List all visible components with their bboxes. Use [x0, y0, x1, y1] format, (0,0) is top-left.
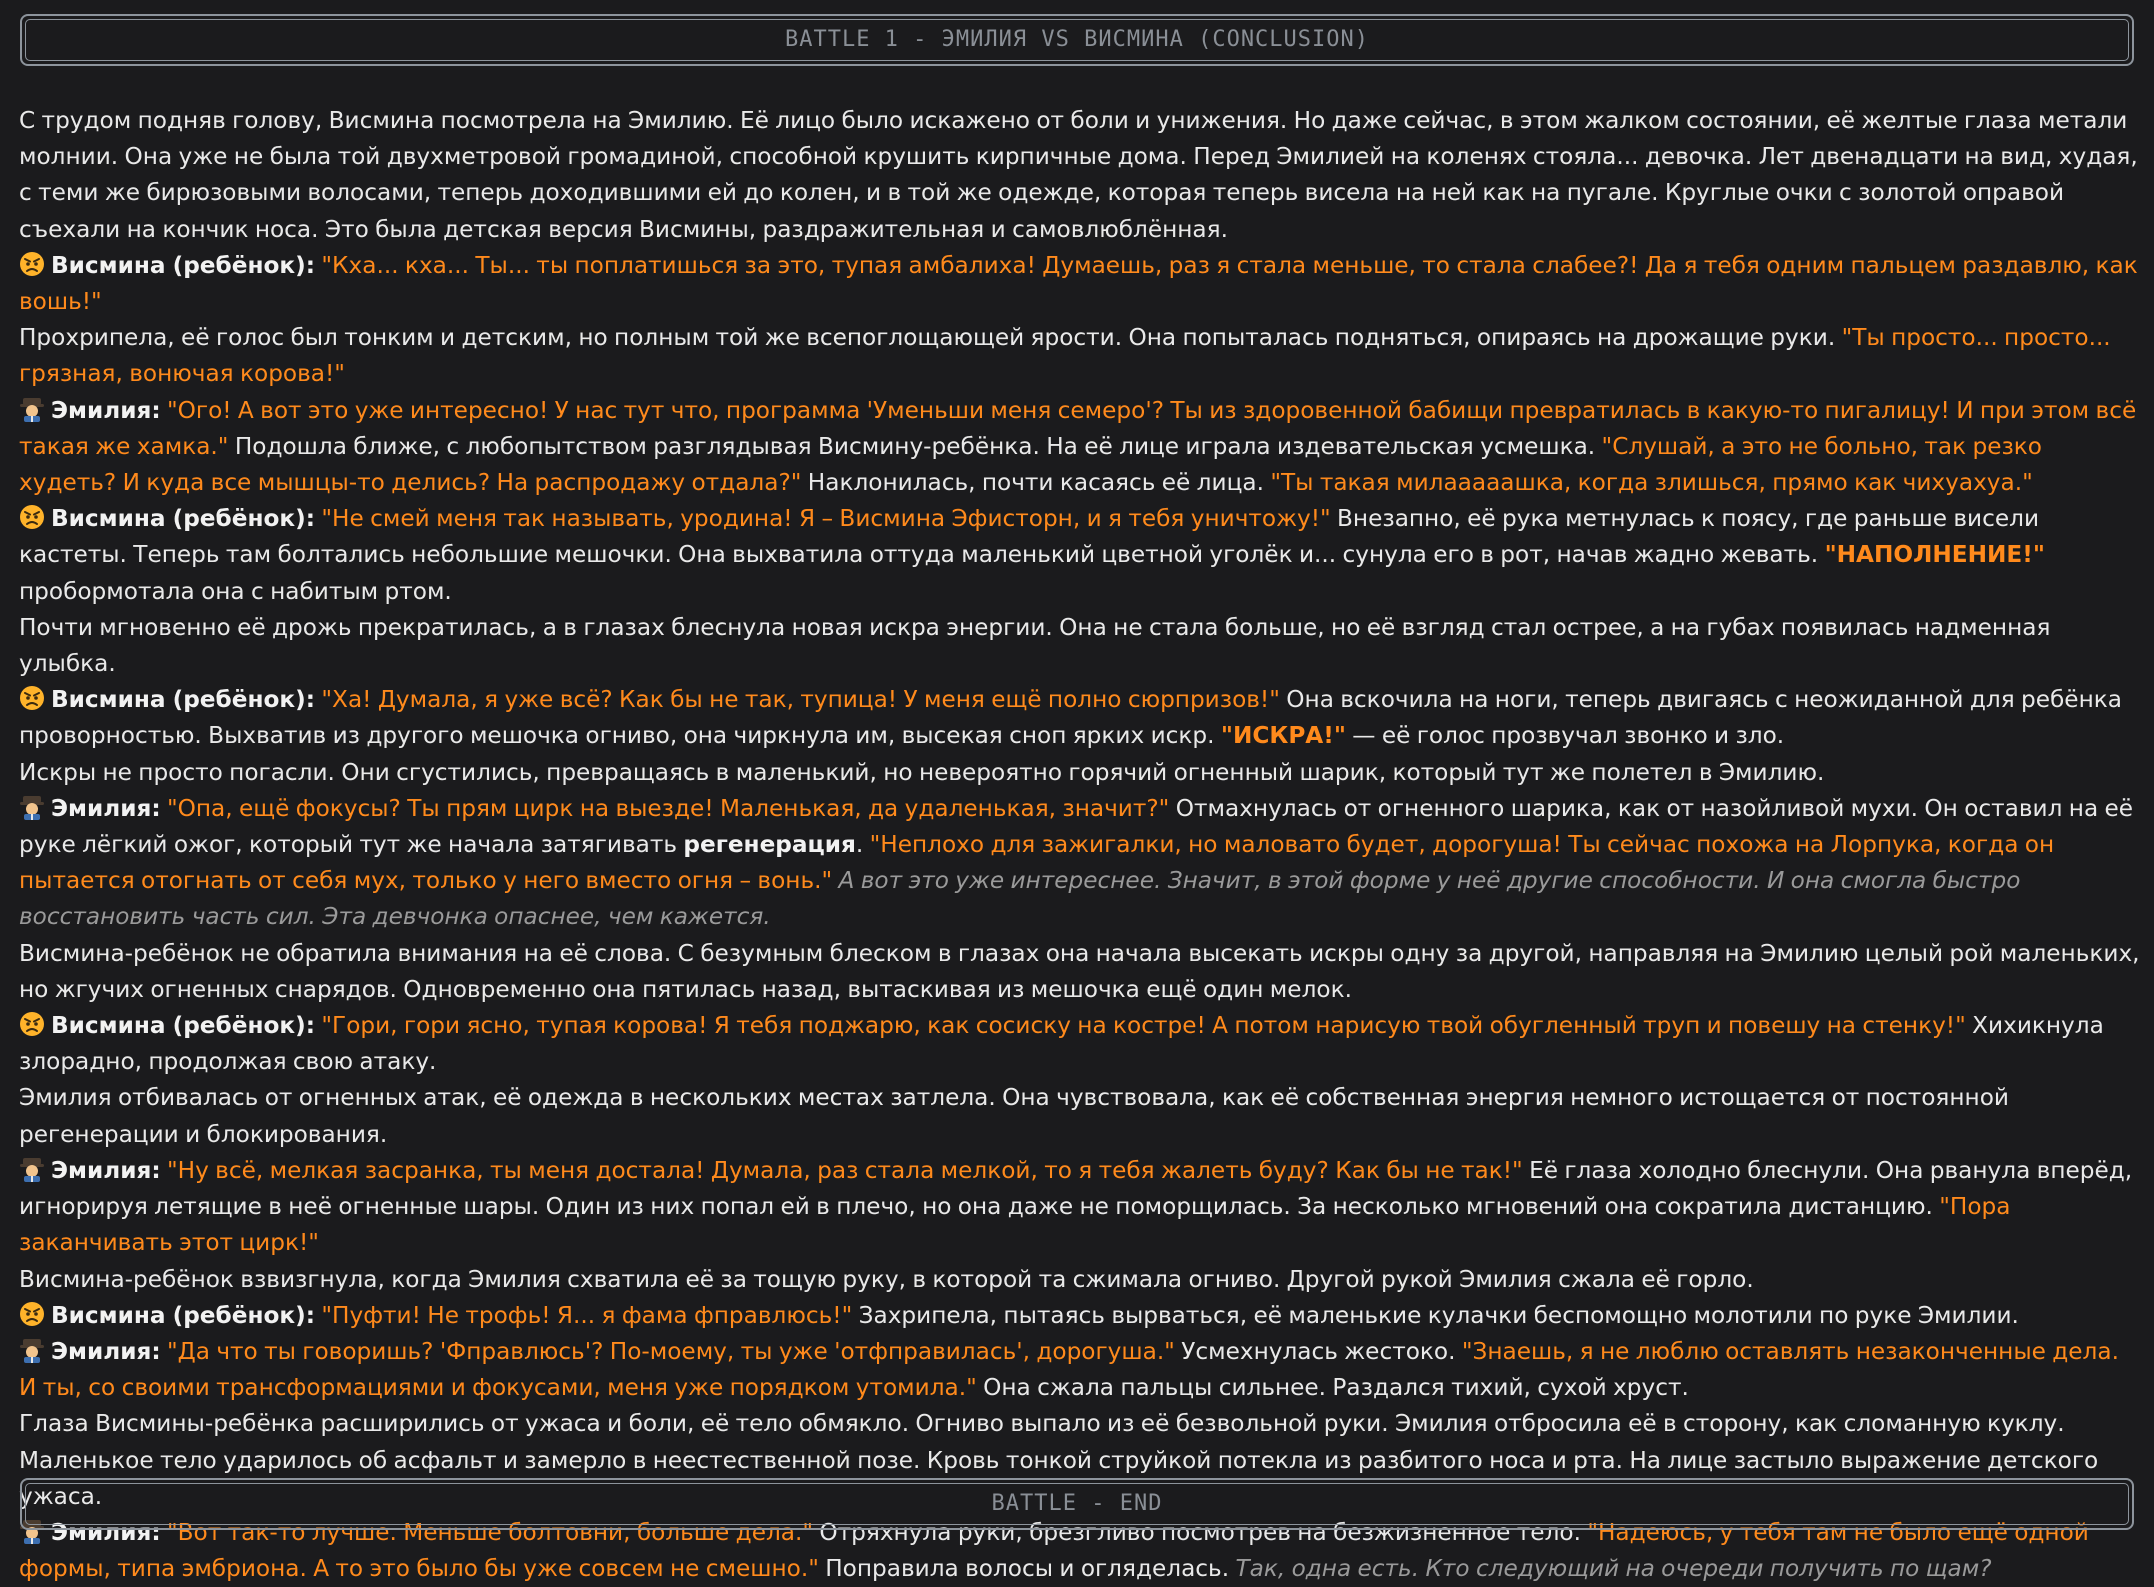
narration-text: С трудом подняв голову, Висмина посмотрела на Эмилию. Её лицо было искажено от боли и унижения. Но даже сейчас, в этом жалком состоянии, её желтые глаза метали молнии. Она уже не была той двухметровой громадиной, способной крушить кирпичные дома. Перед Эмилией на коленях стояла... девочка. Лет двенадцати на вид, худая, с теми же бирюзовыми волосами, теперь доходившими ей до колен, и в той же одежде, которая теперь висела на ней как на пугале. Круглые очки с золотой оправой съехали на кончик носа. Это была детская версия Висмины, раздражительная и самовлюблённая.: [19, 107, 2138, 243]
speaker-name: Эмилия:: [51, 1518, 161, 1546]
narration-text: Её глаза холодно блеснули. Она рванула вперёд, игнорируя летящие в неё огненные шары. Один из них попал ей в плечо, но она даже не поморщилась. За несколько мгновений она сократила дистанцию.: [19, 1156, 2133, 1221]
speaker-name: Висмина (ребёнок):: [51, 1012, 316, 1040]
narration-paragraph: [19, 755, 2141, 791]
speaker-name: Висмина (ребёнок):: [51, 251, 316, 279]
narration-paragraph: [19, 936, 2141, 1008]
detective-icon: [19, 794, 45, 820]
narration-text: Поправила волосы и огляделась.: [818, 1555, 1236, 1583]
dialogue-line-vismina: [19, 1008, 2141, 1080]
narration-text: Она сжала пальцы сильнее. Раздался тихий, сухой хруст.: [976, 1374, 1689, 1402]
dialogue-quote: "Не смей меня так называть, уродина! Я – Висмина Эфисторн, и я тебя уничтожу!": [321, 505, 1331, 533]
dialogue-quote: "Неплохо для зажигалки, но маловато будет, дорогуша! Ты сейчас похожа на Лорпука, когда он пытается отогнать от себя мух, только у него вместо огня – вонь.": [19, 831, 2055, 895]
battle-footer-title: BATTLE - END: [25, 1483, 2129, 1525]
detective-icon: [19, 1156, 45, 1182]
narration-text: Глаза Висмины-ребёнка расширились от ужаса и боли, её тело обмякло. Огниво выпало из её безвольной руки. Эмилия отбросила её в сторону, как сломанную куклу. Маленькое тело ударилось об асфальт и замерло в неестественной позе. Кровь тонкой струйкой потекла из разбитого носа и рта. На лице застыло выражение детского ужаса.: [19, 1410, 2099, 1510]
dialogue-line-emilia: [19, 791, 2141, 936]
narration-text: Искры не просто погасли. Они сгустились, превращаясь в маленький, но невероятно горячий огненный шарик, который тут же полетел в Эмилию.: [19, 758, 1825, 786]
angry-face-icon: [19, 1301, 45, 1327]
dialogue-quote: "Гори, гори ясно, тупая корова! Я тебя поджарю, как сосиску на костре! А потом нарисую твой обугленный труп и повешу на стенку!": [321, 1012, 1966, 1040]
dialogue-quote: "Ну всё, мелкая засранка, ты меня достала! Думала, раз стала мелкой, то я тебя жалеть буду? Как бы не так!": [166, 1156, 1523, 1184]
dialogue-line-vismina: [19, 501, 2141, 610]
inner-thought: Так, одна есть. Кто следующий на очереди получить по щам?: [1235, 1555, 1992, 1583]
story-text: [19, 103, 2141, 1587]
dialogue-line-vismina: [19, 1298, 2141, 1334]
dialogue-quote: "Пуфти! Не трофь! Я... я фама фправлюсь!": [321, 1301, 853, 1329]
dialogue-quote: "Ты просто... просто... грязная, вонючая корова!": [19, 324, 2111, 388]
narration-text: Висмина-ребёнок не обратила внимания на её слова. С безумным блеском в глазах она начала высекать искры одну за другой, направляя на Эмилию целый рой маленьких, но жгучих огненных снарядов. Одновременно она пятилась назад, вытаскивая из мешочка ещё один мелок.: [19, 939, 2140, 1003]
narration-text: Отряхнула руки, брезгливо посмотрев на безжизненное тело.: [813, 1518, 1588, 1546]
narration-text: — её голос прозвучал звонко и зло.: [1345, 722, 1785, 750]
narration-text: Висмина-ребёнок взвизгнула, когда Эмилия схватила её за тощую руку, в которой та сжимала огниво. Другой рукой Эмилия сжала её горло.: [19, 1265, 1754, 1293]
detective-icon: [19, 1337, 45, 1363]
narration-text: Захрипела, пытаясь вырваться, её маленькие кулачки беспомощно молотили по руке Эмилии.: [852, 1301, 2019, 1329]
dialogue-quote: "Кха... кха... Ты... ты поплатишься за это, тупая амбалиха! Думаешь, раз я стала меньше, то стала слабее?! Да я тебя одним пальцем раздавлю, как вошь!": [19, 251, 2138, 316]
angry-face-icon: [19, 504, 45, 530]
dialogue-quote: "Надеюсь, у тебя там не было ещё одной формы, типа эмбриона. А то это было бы уже совсем не смешно.": [19, 1518, 2089, 1583]
dialogue-quote: "Ого! А вот это уже интересно! У нас тут что, программа 'Уменьши меня семеро'? Ты из здоровенной бабищи превратилась в какую-то пигалицу! И при этом всё такая же хамка.": [19, 396, 2137, 460]
dialogue-line-emilia: [19, 1334, 2141, 1406]
speaker-name: Эмилия:: [51, 1156, 161, 1184]
dialogue-line-vismina: [19, 248, 2141, 320]
narration-text: Почти мгновенно её дрожь прекратилась, а в глазах блеснула новая искра энергии. Она не стала больше, но её взгляд стал острее, а на губах появилась надменная улыбка.: [19, 613, 2051, 678]
ability-name: регенерация: [683, 831, 856, 859]
angry-face-icon: [19, 251, 45, 277]
speaker-name: Висмина (ребёнок):: [51, 505, 316, 533]
dialogue-quote: "Ты такая милааааашка, когда злишься, прямо как чихуахуа.": [1270, 469, 2033, 497]
speaker-name: Эмилия:: [51, 794, 161, 822]
narration-text: Хихикнула злорадно, продолжая свою атаку.: [19, 1012, 2104, 1076]
angry-face-icon: [19, 685, 45, 711]
dialogue-line-emilia: [19, 393, 2141, 502]
narration-text: пробормотала она с набитым ртом.: [19, 577, 452, 605]
narration-paragraph: [19, 610, 2141, 682]
dialogue-quote: "Да что ты говоришь? 'Фправлюсь'? По-моему, ты уже 'отфправилась', дорогуша.": [166, 1337, 1175, 1365]
narration-text: Эмилия отбивалась от огненных атак, её одежда в нескольких местах затлела. Она чувствовала, как её собственная энергия немного истощается от постоянной регенерации и блокирования.: [19, 1084, 2009, 1148]
dialogue-quote: "Слушай, а это не больно, так резко худеть? И куда все мышцы-то делись? На распродажу отдала?": [19, 432, 2042, 497]
dialogue-quote: "Вот так-то лучше. Меньше болтовни, больше дела.": [166, 1518, 814, 1546]
narration-text: .: [855, 831, 870, 859]
speaker-name: Эмилия:: [51, 396, 161, 424]
narration-text: Отмахнулась от огненного шарика, как от назойливой мухи. Он оставил на её руке лёгкий ожог, который тут же начала затягивать: [19, 794, 2134, 859]
battle-footer-banner: [20, 1478, 2134, 1530]
dialogue-line-vismina: [19, 682, 2141, 754]
speaker-name: Висмина (ребёнок):: [51, 686, 316, 714]
inner-thought: А вот это уже интереснее. Значит, в этой форме у неё другие способности. И она смогла быстро восстановить часть сил. Эта девчонка опаснее, чем кажется.: [19, 867, 2021, 931]
dialogue-quote: "Ха! Думала, я уже всё? Как бы не так, тупица! У меня ещё полно сюрпризов!": [321, 686, 1280, 714]
spell-shout: "НАПОЛНЕНИЕ!": [1824, 541, 2045, 569]
speaker-name: Эмилия:: [51, 1337, 161, 1365]
dialogue-quote: "Знаешь, я не люблю оставлять незаконченные дела. И ты, со своими трансформациями и фокусами, меня уже порядком утомила.": [19, 1337, 2119, 1402]
narration-text: Внезапно, её рука метнулась к поясу, где раньше висели кастеты. Теперь там болтались небольшие мешочки. Она выхватила оттуда маленький цветной уголёк и... сунула его в рот, начав жадно жевать.: [19, 505, 2040, 569]
speaker-name: Висмина (ребёнок):: [51, 1301, 316, 1329]
spell-shout: "ИСКРА!": [1220, 722, 1346, 750]
narration-text: Она вскочила на ноги, теперь двигаясь с неожиданной для ребёнка проворностью. Выхватив из другого мешочка огниво, она чиркнула им, высекая сноп ярких искр.: [19, 686, 2122, 750]
narration-paragraph: [19, 103, 2141, 248]
angry-face-icon: [19, 1011, 45, 1037]
dialogue-quote: "Опа, ещё фокусы? Ты прям цирк на выезде! Маленькая, да удаленькая, значит?": [166, 794, 1170, 822]
narration-paragraph: [19, 1262, 2141, 1298]
battle-header-banner: [20, 14, 2134, 66]
narration-paragraph: [19, 320, 2141, 392]
detective-icon: [19, 396, 45, 422]
narration-text: Прохрипела, её голос был тонким и детским, но полным той же всепоглощающей ярости. Она попыталась подняться, опираясь на дрожащие руки.: [19, 324, 1842, 352]
narration-paragraph: [19, 1080, 2141, 1152]
dialogue-quote: "Пора заканчивать этот цирк!": [19, 1193, 2011, 1257]
battle-header-title: BATTLE 1 - ЭМИЛИЯ VS ВИСМИНА (CONCLUSION): [25, 19, 2129, 61]
narration-text: Усмехнулась жестоко.: [1174, 1337, 1462, 1365]
dialogue-line-emilia: [19, 1153, 2141, 1262]
narration-text: Наклонилась, почти касаясь её лица.: [801, 469, 1271, 497]
narration-text: Подошла ближе, с любопытством разглядывая Висмину-ребёнка. На её лице играла издевательская усмешка.: [228, 432, 1602, 460]
